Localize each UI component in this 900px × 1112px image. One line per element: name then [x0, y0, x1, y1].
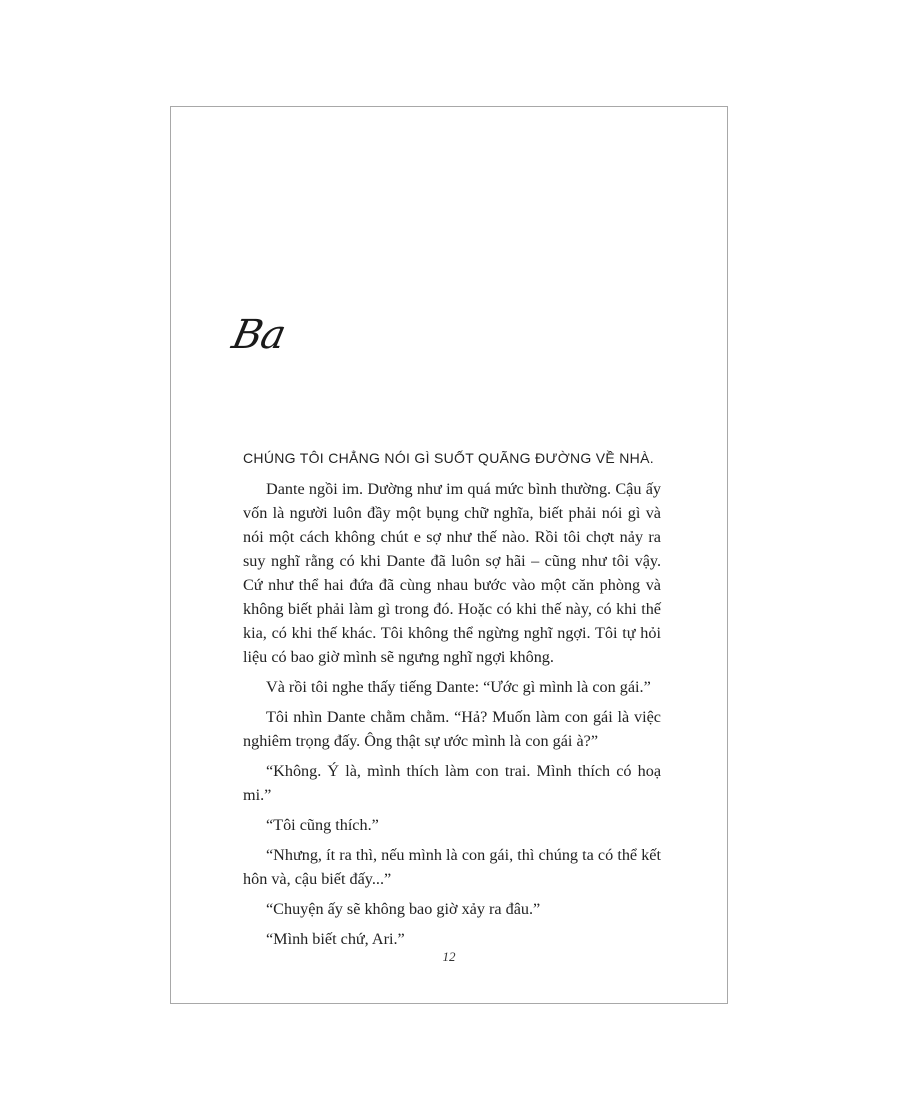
paragraph: “Không. Ý là, mình thích làm con trai. Mình thích có hoạ mi.”	[243, 762, 661, 804]
chapter-lead-line: CHÚNG TÔI CHẲNG NÓI GÌ SUỐT QUÃNG ĐƯỜNG VỀ NHÀ.	[243, 450, 654, 466]
chapter-title: Ba	[228, 312, 290, 358]
page-number: 12	[442, 949, 456, 964]
paragraph: “Mình biết chứ, Ari.”	[266, 930, 405, 948]
paragraph: Và rồi tôi nghe thấy tiếng Dante: “Ước gì mình là con gái.”	[266, 678, 651, 696]
paragraph: “Nhưng, ít ra thì, nếu mình là con gái, thì chúng ta có thể kết hôn và, cậu biết đấy...”	[243, 846, 661, 888]
paragraph: Tôi nhìn Dante chằm chằm. “Hả? Muốn làm con gái là việc nghiêm trọng đấy. Ông thật sự ước mình là con gái à?”	[243, 708, 661, 750]
body-text	[243, 477, 661, 957]
paragraph: “Chuyện ấy sẽ không bao giờ xảy ra đâu.”	[266, 900, 541, 918]
paragraph: Dante ngồi im. Dường như im quá mức bình thường. Cậu ấy vốn là người luôn đầy một bụng chữ nghĩa, biết phải nói gì và nói một cách không chút e sợ như thế nào. Rồi tôi chợt nảy ra suy nghĩ rằng có khi Dante đã luôn sợ hãi – cũng như tôi vậy. Cứ như thể hai đứa đã cùng nhau bước vào một căn phòng và không biết phải làm gì trong đó. Hoặc có khi thế này, có khi thế kia, có khi thế khác. Tôi không thể ngừng nghĩ ngợi. Tôi tự hỏi liệu có bao giờ mình sẽ ngưng nghĩ ngợi không.	[243, 480, 661, 666]
paragraph: “Tôi cũng thích.”	[266, 816, 379, 834]
book-page	[170, 106, 728, 1004]
